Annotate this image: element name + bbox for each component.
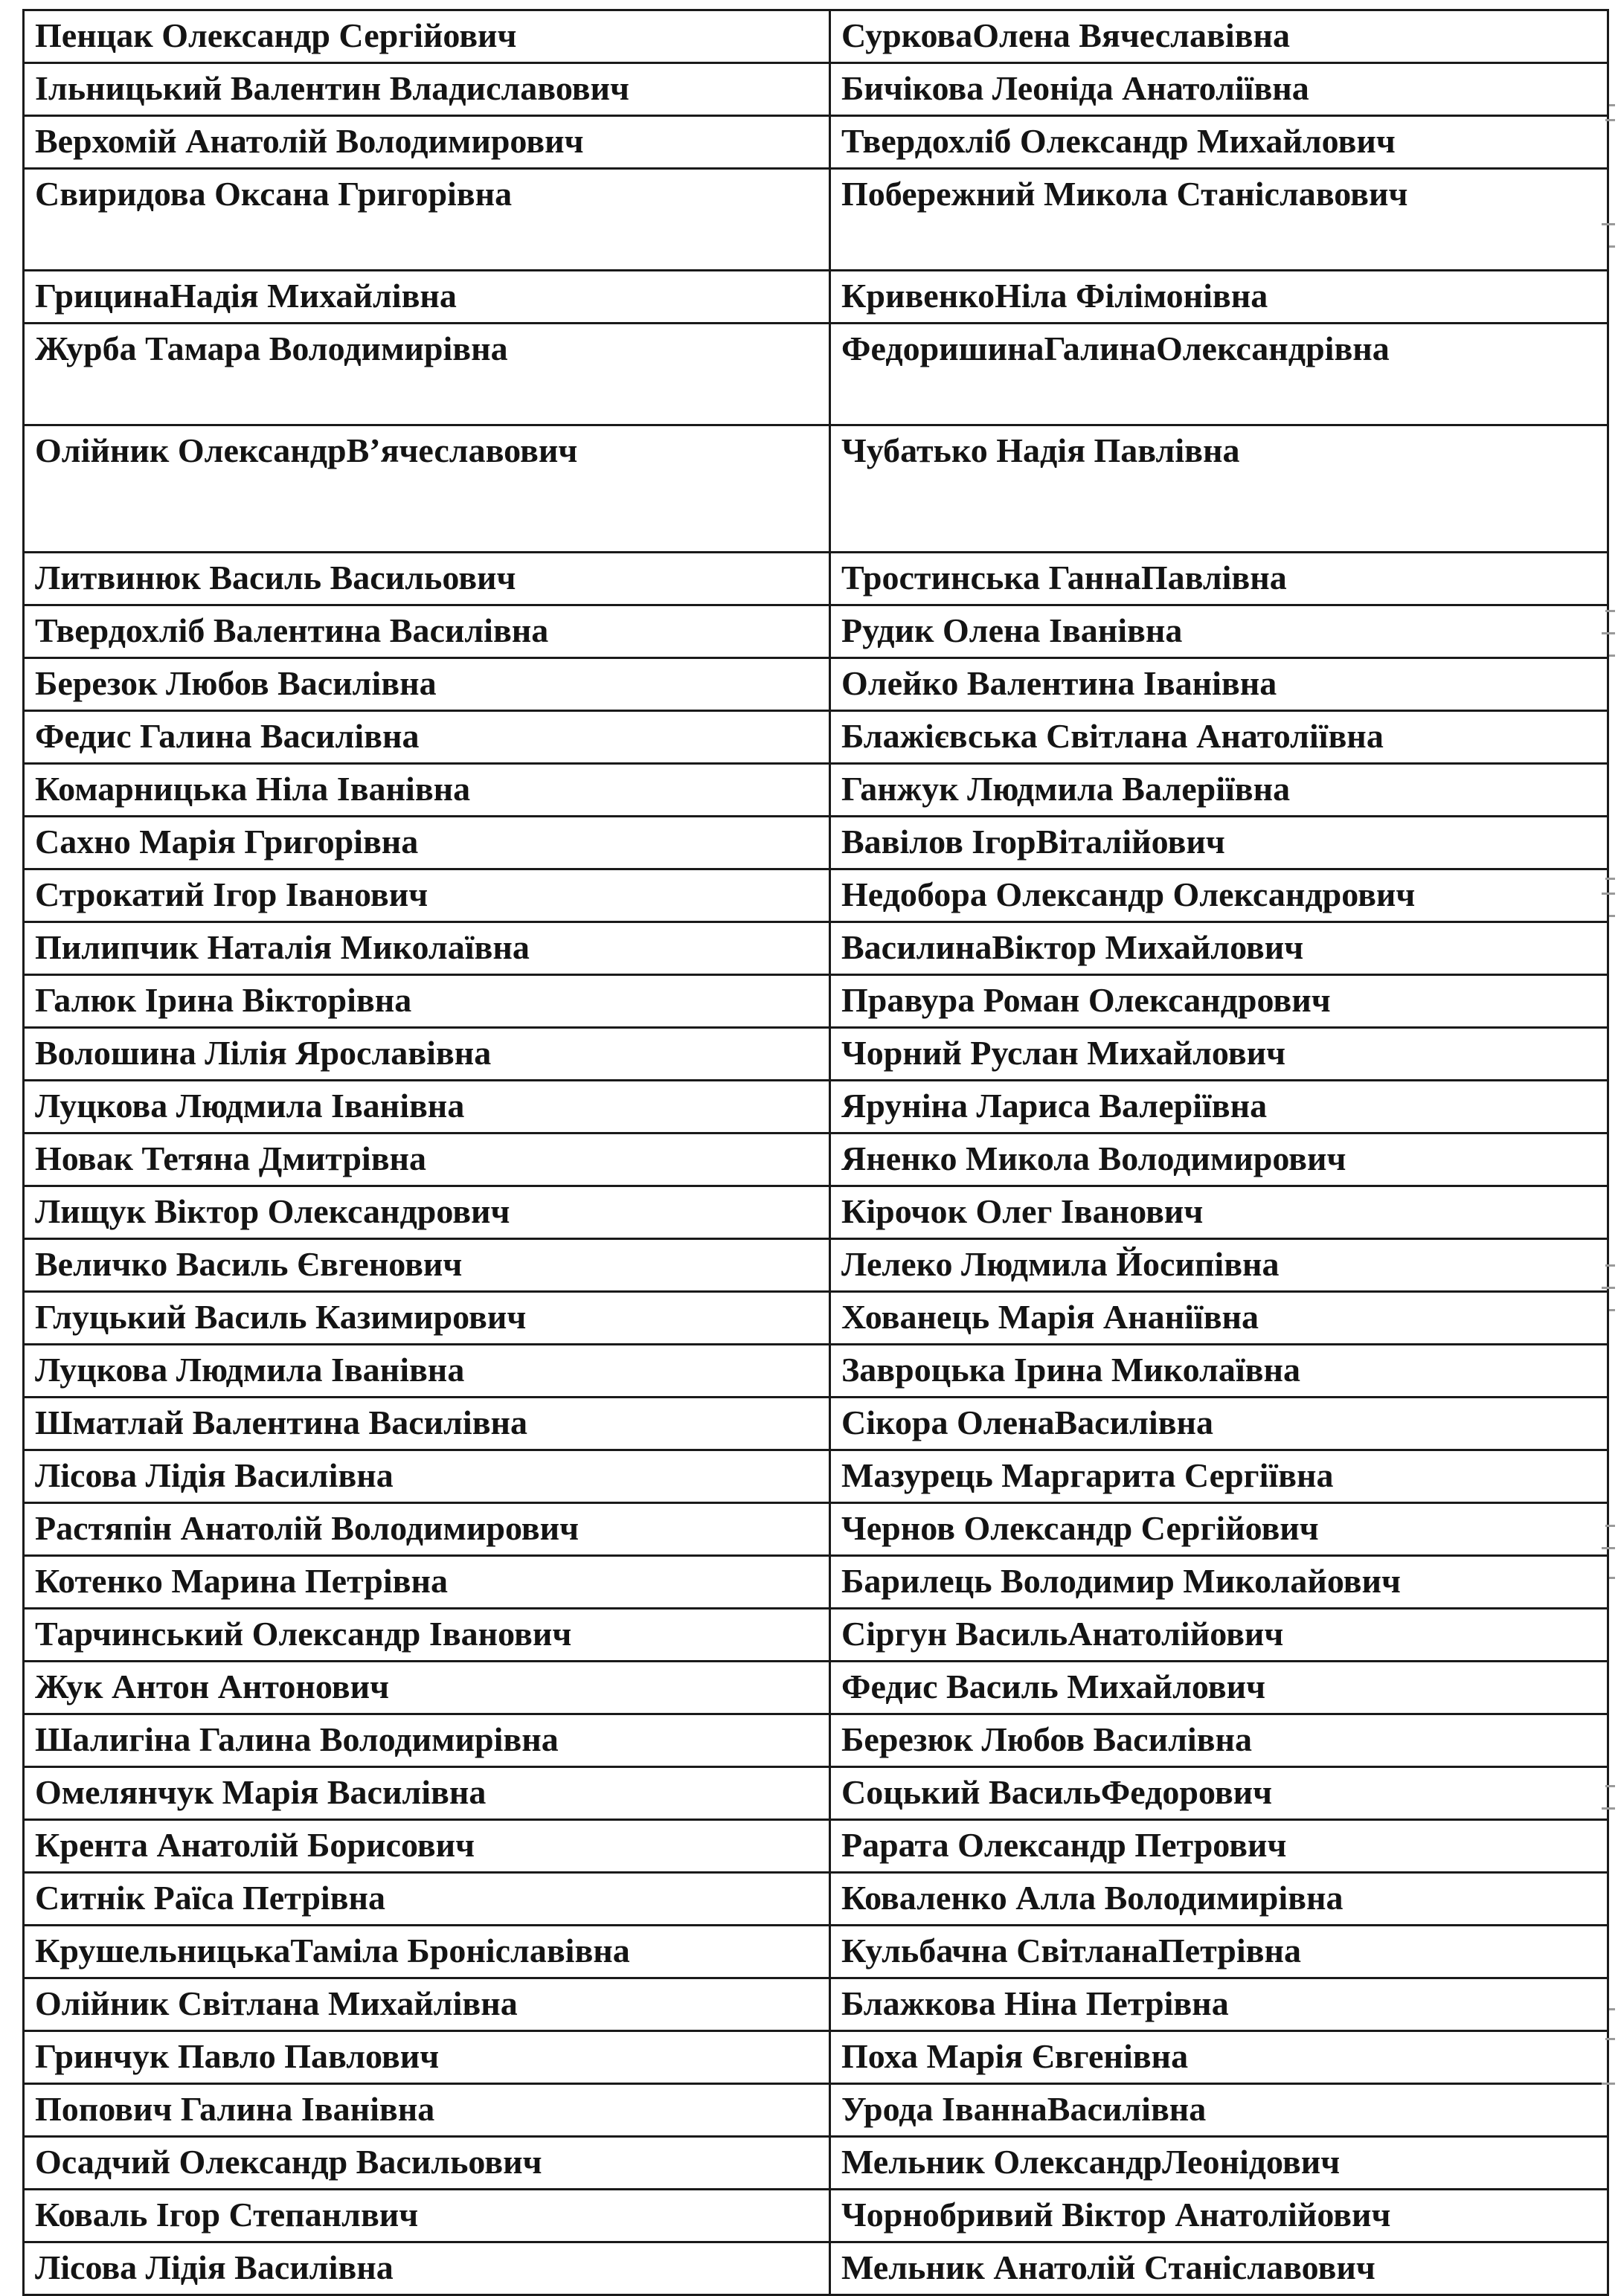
name-cell-left: Пенцак Олександр Сергійович [24, 10, 830, 63]
table-row [24, 1767, 1608, 1820]
name-cell-left: Волошина Лілія Ярославівна [24, 1028, 830, 1081]
scan-mark [1605, 2038, 1615, 2040]
table-row [24, 1133, 1608, 1186]
name-cell-right: Блажкова Ніна Петрівна [830, 1978, 1608, 2031]
table-row [24, 711, 1608, 764]
table-row [24, 1978, 1608, 2031]
name-cell-left: Галюк Ірина Вікторівна [24, 975, 830, 1028]
name-cell-left: Комарницька Ніла Іванівна [24, 764, 830, 817]
table-row [24, 10, 1608, 63]
table-row [24, 553, 1608, 605]
name-cell-left: Журба Тамара Володимирівна [24, 324, 830, 425]
name-cell-left: Свиридова Оксана Григорівна [24, 169, 830, 271]
scan-mark [1602, 1547, 1615, 1549]
name-cell-right: Ганжук Людмила Валеріївна [830, 764, 1608, 817]
name-cell-left: Жук Антон Антонович [24, 1662, 830, 1714]
name-cell-right: Барилець Володимир Миколайович [830, 1556, 1608, 1609]
table-row [24, 1503, 1608, 1556]
name-cell-right: Яненко Микола Володимирович [830, 1133, 1608, 1186]
name-cell-left: Луцкова Людмила Іванівна [24, 1345, 830, 1398]
name-cell-right: Кірочок Олег Іванович [830, 1186, 1608, 1239]
names-table-body [24, 10, 1608, 2295]
name-cell-left: ГрицинаНадія Михайлівна [24, 271, 830, 324]
name-cell-left: Котенко Марина Петрівна [24, 1556, 830, 1609]
name-cell-right: КривенкоНіла Філімонівна [830, 271, 1608, 324]
name-cell-right: Чубатько Надія Павлівна [830, 425, 1608, 553]
table-row [24, 63, 1608, 116]
table-row [24, 658, 1608, 711]
name-cell-right: Мельник ОлександрЛеонідович [830, 2137, 1608, 2190]
scan-mark [1609, 245, 1615, 248]
name-cell-left: Коваль Ігор Степанлвич [24, 2190, 830, 2242]
name-cell-right: Федис Василь Михайлович [830, 1662, 1608, 1714]
name-cell-left: Величко Василь Євгенович [24, 1239, 830, 1292]
name-cell-left: Новак Тетяна Дмитрівна [24, 1133, 830, 1186]
table-row [24, 1292, 1608, 1345]
table-row [24, 1398, 1608, 1450]
table-row [24, 817, 1608, 869]
scan-edge-artifact [1597, 0, 1618, 2231]
scan-mark [1609, 1577, 1615, 1579]
name-cell-left: Строкатий Ігор Іванович [24, 869, 830, 922]
name-cell-right: ВасилинаВіктор Михайлович [830, 922, 1608, 975]
name-cell-left: Лісова Лідія Василівна [24, 1450, 830, 1503]
table-row [24, 271, 1608, 324]
table-row [24, 1609, 1608, 1662]
name-cell-right: Твердохліб Олександр Михайлович [830, 116, 1608, 169]
name-cell-right: Мазурець Маргарита Сергіївна [830, 1450, 1608, 1503]
table-row [24, 425, 1608, 553]
table-row [24, 2084, 1608, 2137]
name-cell-right: Побережний Микола Станіславович [830, 169, 1608, 271]
scan-mark [1605, 1264, 1615, 1267]
name-cell-right: Ярунінa Лариса Валеріївна [830, 1081, 1608, 1133]
table-row [24, 975, 1608, 1028]
name-cell-right: Чорнобривий Віктор Анатолійович [830, 2190, 1608, 2242]
scan-mark [1602, 632, 1615, 634]
name-cell-left: Тарчинський Олександр Іванович [24, 1609, 830, 1662]
name-cell-left: Гринчук Павло Павлович [24, 2031, 830, 2084]
name-cell-right: Чорний Руслан Михайлович [830, 1028, 1608, 1081]
name-cell-left: Растяпін Анатолій Володимирович [24, 1503, 830, 1556]
table-row [24, 764, 1608, 817]
name-cell-right: Сіргун ВасильАнатолійович [830, 1609, 1608, 1662]
name-cell-right: СурковаОлена Вячеславівна [830, 10, 1608, 63]
table-row [24, 1926, 1608, 1978]
name-cell-right: Тростинська ГаннаПавлівна [830, 553, 1608, 605]
name-cell-left: Крента Анатолій Борисович [24, 1820, 830, 1873]
table-row [24, 1345, 1608, 1398]
name-cell-right: Правура Роман Олександрович [830, 975, 1608, 1028]
scan-mark [1602, 223, 1615, 225]
scan-mark [1609, 2008, 1615, 2010]
table-row [24, 1662, 1608, 1714]
name-cell-left: Шматлай Валентина Василівна [24, 1398, 830, 1450]
name-cell-left: Ситнік Раїса Петрівна [24, 1873, 830, 1926]
name-cell-right: ФедоришинаГалинаОлександрівна [830, 324, 1608, 425]
name-cell-left: Осадчий Олександр Васильович [24, 2137, 830, 2190]
name-cell-right: Бичікова Леоніда Анатоліївна [830, 63, 1608, 116]
table-row [24, 1239, 1608, 1292]
table-row [24, 2190, 1608, 2242]
name-cell-right: Сікора ОленаВасилівна [830, 1398, 1608, 1450]
name-cell-left: КрушельницькаТаміла Броніславівна [24, 1926, 830, 1978]
table-row [24, 169, 1608, 271]
scan-mark [1602, 2083, 1615, 2085]
table-row [24, 869, 1608, 922]
name-cell-right: Поха Марія Євгенівна [830, 2031, 1608, 2084]
scan-mark [1605, 1525, 1615, 1527]
name-cell-left: Твердохліб Валентина Василівна [24, 605, 830, 658]
name-cell-right: Мельник Анатолій Станіславович [830, 2242, 1608, 2295]
name-cell-left: Ільницький Валентин Владиславович [24, 63, 830, 116]
name-cell-left: Пилипчик Наталія Миколаївна [24, 922, 830, 975]
scan-mark [1605, 1785, 1615, 1787]
scan-mark [1605, 610, 1615, 612]
name-cell-left: Глуцький Василь Казимирович [24, 1292, 830, 1345]
name-cell-left: Березок Любов Василівна [24, 658, 830, 711]
name-cell-left: Литвинюк Василь Васильович [24, 553, 830, 605]
name-cell-left: Лісова Лідія Василівна [24, 2242, 830, 2295]
scan-mark [1609, 1309, 1615, 1311]
name-cell-right: Рудик Олена Іванівна [830, 605, 1608, 658]
name-cell-left: Лищук Віктор Олександрович [24, 1186, 830, 1239]
scan-mark [1605, 119, 1615, 121]
table-row [24, 1081, 1608, 1133]
name-cell-right: Березюк Любов Василівна [830, 1714, 1608, 1767]
table-row [24, 2031, 1608, 2084]
table-row [24, 605, 1608, 658]
name-cell-left: Попович Галина Іванівна [24, 2084, 830, 2137]
table-row [24, 1450, 1608, 1503]
table-row [24, 1820, 1608, 1873]
table-row [24, 324, 1608, 425]
name-cell-right: Хованець Марія Ананіївна [830, 1292, 1608, 1345]
scan-mark [1602, 1807, 1615, 1810]
scan-mark [1605, 878, 1615, 880]
name-cell-left: Олійник ОлександрВ’ячеславович [24, 425, 830, 553]
table-row [24, 1556, 1608, 1609]
table-row [24, 1714, 1608, 1767]
name-cell-right: Вавілов ІгорВіталійович [830, 817, 1608, 869]
table-row [24, 1028, 1608, 1081]
name-cell-left: Олійник Світлана Михайлівна [24, 1978, 830, 2031]
scan-mark [1602, 893, 1615, 895]
name-cell-right: Урода ІваннаВасилівна [830, 2084, 1608, 2137]
scan-mark [1609, 655, 1615, 657]
name-cell-right: Чернов Олександр Сергійович [830, 1503, 1608, 1556]
table-row [24, 2137, 1608, 2190]
scan-mark [1609, 104, 1615, 106]
table-row [24, 1873, 1608, 1926]
name-cell-left: Омелянчук Марія Василівна [24, 1767, 830, 1820]
name-cell-left: Верхомій Анатолій Володимирович [24, 116, 830, 169]
name-cell-left: Сахно Марія Григорівна [24, 817, 830, 869]
name-cell-left: Шалигіна Галина Володимирівна [24, 1714, 830, 1767]
name-cell-right: Лелеко Людмила Йосипівна [830, 1239, 1608, 1292]
scan-mark [1609, 915, 1615, 917]
name-cell-right: Коваленко Алла Володимирівна [830, 1873, 1608, 1926]
name-cell-right: Кульбачна СвітланаПетрівна [830, 1926, 1608, 1978]
name-cell-left: Луцкова Людмила Іванівна [24, 1081, 830, 1133]
table-row [24, 2242, 1608, 2295]
name-cell-right: Рарата Олександр Петрович [830, 1820, 1608, 1873]
scan-mark [1602, 1287, 1615, 1289]
name-cell-right: Олейко Валентина Іванівна [830, 658, 1608, 711]
table-row [24, 116, 1608, 169]
name-cell-right: Соцький ВасильФедорович [830, 1767, 1608, 1820]
name-cell-left: Федис Галина Василівна [24, 711, 830, 764]
name-cell-right: Недобора Олександр Олександрович [830, 869, 1608, 922]
name-cell-right: Блажієвська Світлана Анатоліївна [830, 711, 1608, 764]
names-table [22, 9, 1609, 2296]
table-row [24, 922, 1608, 975]
name-cell-right: Заврoцька Ірина Миколаївна [830, 1345, 1608, 1398]
table-row [24, 1186, 1608, 1239]
